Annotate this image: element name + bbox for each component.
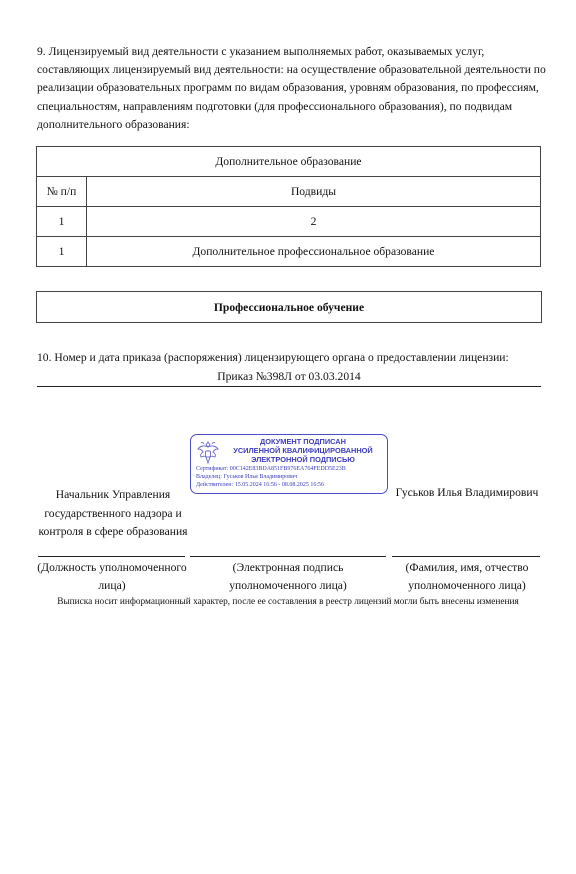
column-header-subtypes: Подвиды bbox=[87, 177, 541, 207]
stamp-line-2: УСИЛЕННОЙ КВАЛИФИЦИРОВАННОЙ bbox=[233, 446, 373, 455]
coat-of-arms-icon bbox=[196, 439, 220, 467]
signature-underline bbox=[190, 556, 386, 557]
table-header-row bbox=[37, 177, 541, 207]
vocational-training-heading: Профессиональное обучение bbox=[36, 291, 542, 323]
caption-position: (Должность уполномоченного лица) bbox=[37, 561, 187, 592]
table-cell: Дополнительное профессиональное образование bbox=[87, 237, 541, 267]
table-cell: 1 bbox=[37, 237, 87, 267]
table-title: Дополнительное образование bbox=[37, 147, 541, 177]
section-10-text: 10. Номер и дата приказа (распоряжения) лицензирующего органа о предоставлении лицензии: bbox=[37, 351, 509, 364]
signer-name: Гуськов Илья Владимирович bbox=[395, 486, 539, 499]
order-number: Приказ №398Л от 03.03.2014 bbox=[37, 370, 541, 387]
caption-name: (Фамилия, имя, отчество уполномоченного лица) bbox=[405, 561, 529, 592]
table-title-row bbox=[37, 147, 541, 177]
table-row bbox=[37, 207, 541, 237]
stamp-validity: Действителен: 15.05.2024 16:56 - 08.08.2025 16:56 bbox=[196, 482, 325, 488]
position-underline bbox=[38, 556, 185, 557]
caption-signature: (Электронная подпись уполномоченного лица) bbox=[229, 561, 347, 592]
electronic-signature-stamp bbox=[190, 434, 388, 494]
table-cell: 2 bbox=[87, 207, 541, 237]
section-9-text: 9. Лицензируемый вид деятельности с указанием выполняемых работ, оказываемых услуг, составляющих лицензируемый вид деятельности: на осуществление образовательной деятельности по реализации образовательных программ по видам образования, уровням образования, по профессиям, специальностям, направлениям подготовки (для профессионального образования), по подвидам дополнительного образования: bbox=[37, 45, 546, 131]
stamp-line-3: ЭЛЕКТРОННОЙ ПОДПИСЬЮ bbox=[251, 455, 355, 464]
column-header-number: № п/п bbox=[37, 177, 87, 207]
table-cell: 1 bbox=[37, 207, 87, 237]
stamp-certificate: Сертификат: 00C142E83BDA851FB976EA764FEDD5E23B bbox=[196, 466, 346, 472]
stamp-owner: Владелец: Гуськов Илья Владимирович bbox=[196, 474, 298, 480]
signer-position: Начальник Управления государственного надзора и контроля в сфере образования bbox=[38, 488, 188, 539]
name-underline bbox=[392, 556, 540, 557]
footer-note: Выписка носит информационный характер, после ее составления в реестр лицензий могли быть внесены изменения bbox=[57, 597, 519, 607]
additional-education-table bbox=[36, 146, 541, 267]
table-row bbox=[37, 237, 541, 267]
stamp-line-1: ДОКУМЕНТ ПОДПИСАН bbox=[260, 437, 346, 446]
